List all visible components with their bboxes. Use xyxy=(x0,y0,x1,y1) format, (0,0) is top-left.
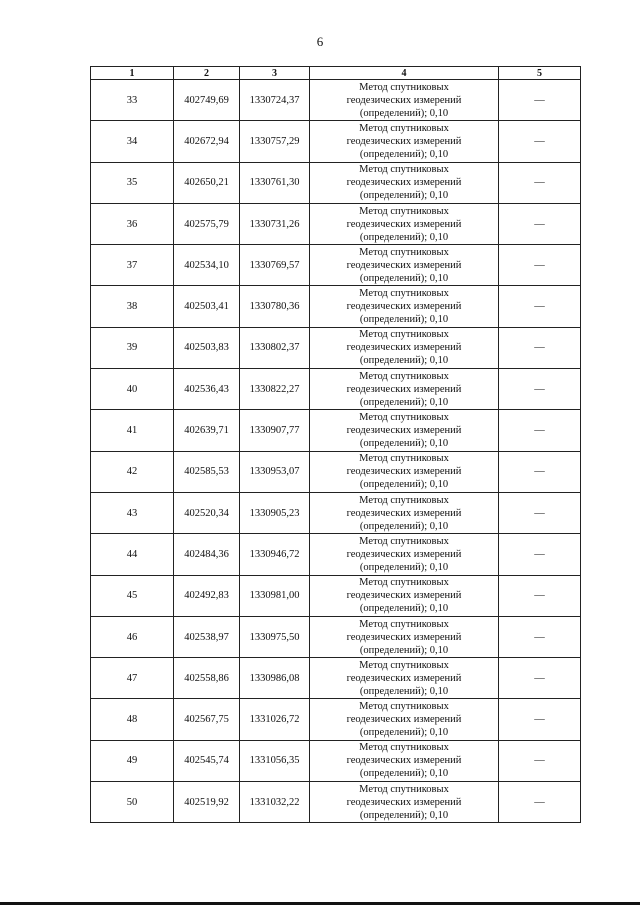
method-line: (определений); 0,10 xyxy=(359,479,449,491)
method-cell xyxy=(310,699,499,740)
table-row xyxy=(91,80,581,121)
method-line: геодезических измерений xyxy=(346,714,462,726)
point-number-cell: 37 xyxy=(91,245,174,286)
method-line: Метод спутниковых xyxy=(359,329,449,341)
x-coordinate-cell: 402585,53 xyxy=(174,451,240,492)
note-cell: — xyxy=(499,782,581,823)
method-line: (определений); 0,10 xyxy=(359,231,449,243)
method-line: геодезических измерений xyxy=(346,672,462,684)
method-cell xyxy=(310,410,499,451)
y-coordinate-cell: 1330946,72 xyxy=(240,534,310,575)
method-line: Метод спутниковых xyxy=(359,288,449,300)
table-row xyxy=(91,327,581,368)
table-row xyxy=(91,121,581,162)
table-row xyxy=(91,534,581,575)
method-cell xyxy=(310,740,499,781)
note-cell: — xyxy=(499,80,581,121)
method-line: геодезических измерений xyxy=(346,631,462,643)
x-coordinate-cell: 402503,41 xyxy=(174,286,240,327)
y-coordinate-cell: 1330757,29 xyxy=(240,121,310,162)
note-cell: — xyxy=(499,492,581,533)
table-row xyxy=(91,203,581,244)
point-number-cell: 38 xyxy=(91,286,174,327)
method-line: геодезических измерений xyxy=(346,301,462,313)
method-line: геодезических измерений xyxy=(346,259,462,271)
method-cell xyxy=(310,245,499,286)
method-cell xyxy=(310,162,499,203)
note-cell: — xyxy=(499,699,581,740)
method-cell xyxy=(310,121,499,162)
method-line: Метод спутниковых xyxy=(359,535,449,547)
method-line: Метод спутниковых xyxy=(359,618,449,630)
y-coordinate-cell: 1330761,30 xyxy=(240,162,310,203)
method-cell xyxy=(310,327,499,368)
x-coordinate-cell: 402534,10 xyxy=(174,245,240,286)
method-line: (определений); 0,10 xyxy=(359,685,449,697)
method-line: Метод спутниковых xyxy=(359,164,449,176)
note-cell: — xyxy=(499,534,581,575)
coordinates-table xyxy=(90,66,581,823)
method-cell xyxy=(310,782,499,823)
method-line: (определений); 0,10 xyxy=(359,768,449,780)
table-header-row xyxy=(91,67,581,80)
method-cell xyxy=(310,451,499,492)
point-number-cell: 47 xyxy=(91,658,174,699)
y-coordinate-cell: 1330822,27 xyxy=(240,369,310,410)
y-coordinate-cell: 1330769,57 xyxy=(240,245,310,286)
method-line: Метод спутниковых xyxy=(359,453,449,465)
method-line: Метод спутниковых xyxy=(359,494,449,506)
note-cell: — xyxy=(499,121,581,162)
method-line: Метод спутниковых xyxy=(359,701,449,713)
method-line: Метод спутниковых xyxy=(359,412,449,424)
method-line: (определений); 0,10 xyxy=(359,438,449,450)
x-coordinate-cell: 402545,74 xyxy=(174,740,240,781)
point-number-cell: 39 xyxy=(91,327,174,368)
y-coordinate-cell: 1330975,50 xyxy=(240,616,310,657)
column-header-5: 5 xyxy=(499,67,581,80)
table-row xyxy=(91,369,581,410)
method-line: (определений); 0,10 xyxy=(359,561,449,573)
table-body xyxy=(91,80,581,823)
y-coordinate-cell: 1330907,77 xyxy=(240,410,310,451)
method-line: геодезических измерений xyxy=(346,796,462,808)
x-coordinate-cell: 402536,43 xyxy=(174,369,240,410)
x-coordinate-cell: 402503,83 xyxy=(174,327,240,368)
x-coordinate-cell: 402484,36 xyxy=(174,534,240,575)
method-line: Метод спутниковых xyxy=(359,205,449,217)
note-cell: — xyxy=(499,245,581,286)
method-cell xyxy=(310,286,499,327)
table-row xyxy=(91,658,581,699)
method-line: (определений); 0,10 xyxy=(359,190,449,202)
method-line: Метод спутниковых xyxy=(359,122,449,134)
method-line: геодезических измерений xyxy=(346,94,462,106)
note-cell: — xyxy=(499,575,581,616)
method-line: геодезических измерений xyxy=(346,135,462,147)
table-row xyxy=(91,162,581,203)
y-coordinate-cell: 1330986,08 xyxy=(240,658,310,699)
y-coordinate-cell: 1331056,35 xyxy=(240,740,310,781)
note-cell: — xyxy=(499,203,581,244)
note-cell: — xyxy=(499,327,581,368)
y-coordinate-cell: 1330802,37 xyxy=(240,327,310,368)
y-coordinate-cell: 1330905,23 xyxy=(240,492,310,533)
method-line: геодезических измерений xyxy=(346,342,462,354)
x-coordinate-cell: 402639,71 xyxy=(174,410,240,451)
x-coordinate-cell: 402492,83 xyxy=(174,575,240,616)
point-number-cell: 43 xyxy=(91,492,174,533)
method-line: (определений); 0,10 xyxy=(359,520,449,532)
table-row xyxy=(91,699,581,740)
y-coordinate-cell: 1331026,72 xyxy=(240,699,310,740)
method-line: (определений); 0,10 xyxy=(359,603,449,615)
x-coordinate-cell: 402520,34 xyxy=(174,492,240,533)
column-header-3: 3 xyxy=(240,67,310,80)
table-row xyxy=(91,492,581,533)
point-number-cell: 50 xyxy=(91,782,174,823)
point-number-cell: 34 xyxy=(91,121,174,162)
note-cell: — xyxy=(499,451,581,492)
method-line: Метод спутниковых xyxy=(359,742,449,754)
table-row xyxy=(91,245,581,286)
method-cell xyxy=(310,658,499,699)
y-coordinate-cell: 1330724,37 xyxy=(240,80,310,121)
page-number: 6 xyxy=(316,34,324,49)
column-header-1: 1 xyxy=(91,67,174,80)
method-line: (определений); 0,10 xyxy=(359,148,449,160)
method-line: (определений); 0,10 xyxy=(359,314,449,326)
point-number-cell: 41 xyxy=(91,410,174,451)
table-row xyxy=(91,740,581,781)
method-line: (определений); 0,10 xyxy=(359,107,449,119)
method-cell xyxy=(310,616,499,657)
point-number-cell: 40 xyxy=(91,369,174,410)
table-row xyxy=(91,451,581,492)
x-coordinate-cell: 402672,94 xyxy=(174,121,240,162)
y-coordinate-cell: 1330780,36 xyxy=(240,286,310,327)
method-line: геодезических измерений xyxy=(346,177,462,189)
point-number-cell: 48 xyxy=(91,699,174,740)
method-line: (определений); 0,10 xyxy=(359,272,449,284)
method-cell xyxy=(310,575,499,616)
table-row xyxy=(91,286,581,327)
method-line: Метод спутниковых xyxy=(359,81,449,93)
method-cell xyxy=(310,80,499,121)
y-coordinate-cell: 1331032,22 xyxy=(240,782,310,823)
method-line: геодезических измерений xyxy=(346,507,462,519)
point-number-cell: 45 xyxy=(91,575,174,616)
y-coordinate-cell: 1330953,07 xyxy=(240,451,310,492)
method-line: (определений); 0,10 xyxy=(359,644,449,656)
method-line: геодезических измерений xyxy=(346,383,462,395)
method-line: Метод спутниковых xyxy=(359,659,449,671)
method-line: (определений); 0,10 xyxy=(359,396,449,408)
method-line: (определений); 0,10 xyxy=(359,809,449,821)
method-line: Метод спутниковых xyxy=(359,783,449,795)
x-coordinate-cell: 402575,79 xyxy=(174,203,240,244)
method-cell xyxy=(310,492,499,533)
method-line: геодезических измерений xyxy=(346,425,462,437)
note-cell: — xyxy=(499,740,581,781)
point-number-cell: 44 xyxy=(91,534,174,575)
point-number-cell: 33 xyxy=(91,80,174,121)
note-cell: — xyxy=(499,616,581,657)
method-line: геодезических измерений xyxy=(346,755,462,767)
method-cell xyxy=(310,369,499,410)
note-cell: — xyxy=(499,658,581,699)
method-line: (определений); 0,10 xyxy=(359,355,449,367)
y-coordinate-cell: 1330981,00 xyxy=(240,575,310,616)
method-line: Метод спутниковых xyxy=(359,370,449,382)
x-coordinate-cell: 402567,75 xyxy=(174,699,240,740)
table-row xyxy=(91,410,581,451)
method-cell xyxy=(310,203,499,244)
x-coordinate-cell: 402538,97 xyxy=(174,616,240,657)
point-number-cell: 35 xyxy=(91,162,174,203)
column-header-4: 4 xyxy=(310,67,499,80)
table-row xyxy=(91,616,581,657)
x-coordinate-cell: 402650,21 xyxy=(174,162,240,203)
method-cell xyxy=(310,534,499,575)
method-line: геодезических измерений xyxy=(346,590,462,602)
point-number-cell: 46 xyxy=(91,616,174,657)
note-cell: — xyxy=(499,162,581,203)
table-row xyxy=(91,782,581,823)
point-number-cell: 36 xyxy=(91,203,174,244)
x-coordinate-cell: 402749,69 xyxy=(174,80,240,121)
note-cell: — xyxy=(499,286,581,327)
x-coordinate-cell: 402558,86 xyxy=(174,658,240,699)
note-cell: — xyxy=(499,369,581,410)
method-line: геодезических измерений xyxy=(346,548,462,560)
column-header-2: 2 xyxy=(174,67,240,80)
point-number-cell: 42 xyxy=(91,451,174,492)
y-coordinate-cell: 1330731,26 xyxy=(240,203,310,244)
method-line: Метод спутниковых xyxy=(359,577,449,589)
point-number-cell: 49 xyxy=(91,740,174,781)
method-line: геодезических измерений xyxy=(346,466,462,478)
x-coordinate-cell: 402519,92 xyxy=(174,782,240,823)
method-line: (определений); 0,10 xyxy=(359,727,449,739)
method-line: геодезических измерений xyxy=(346,218,462,230)
table-row xyxy=(91,575,581,616)
note-cell: — xyxy=(499,410,581,451)
method-line: Метод спутниковых xyxy=(359,246,449,258)
